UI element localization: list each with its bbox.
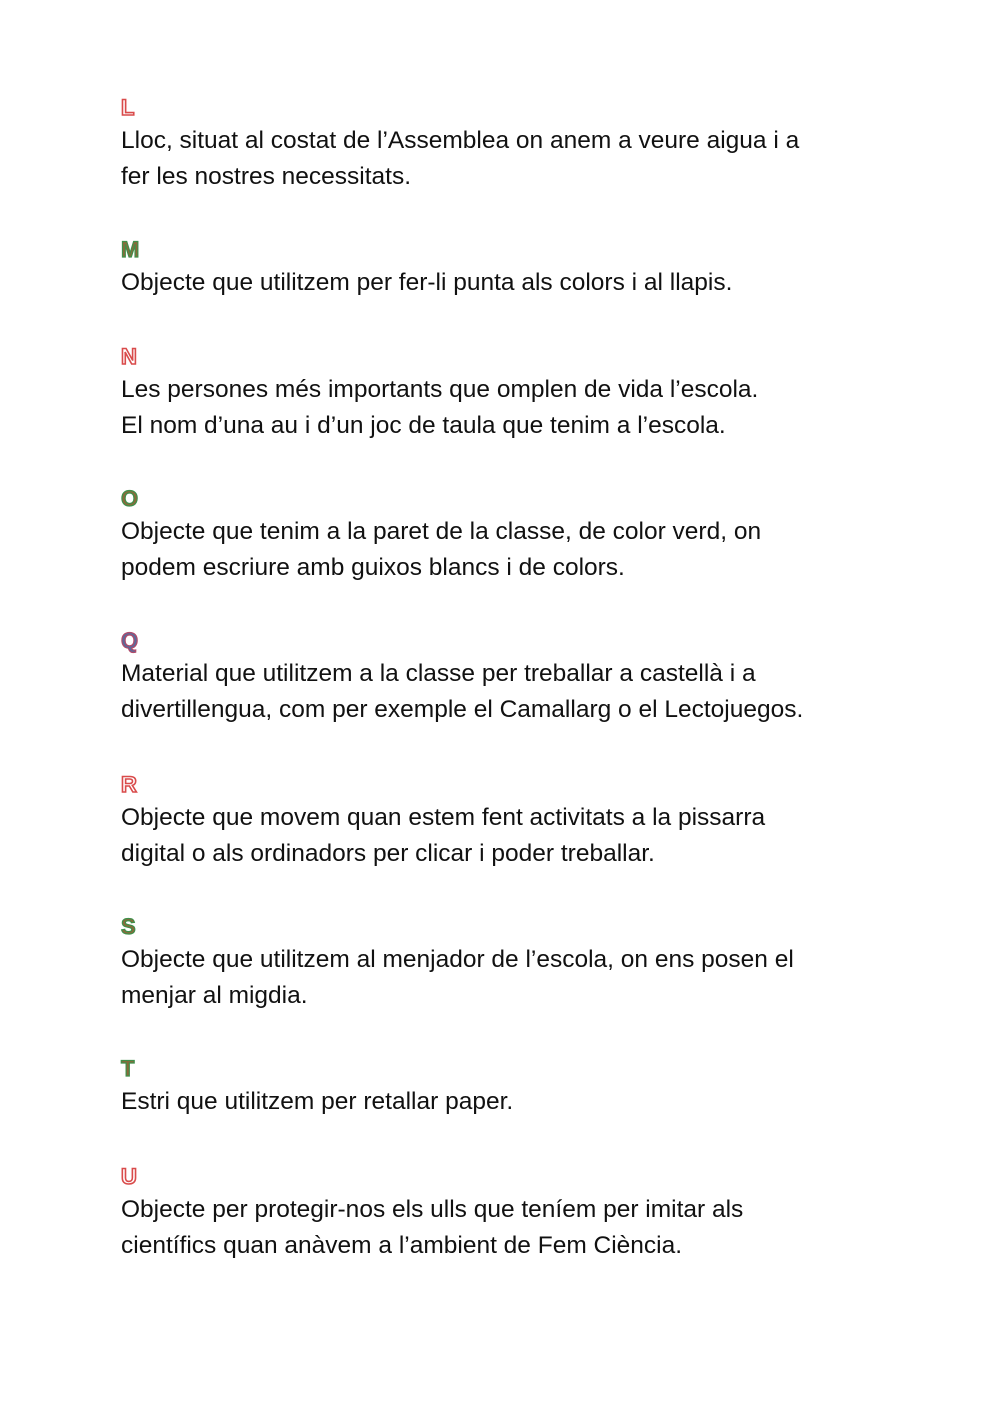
- glossary-entry-s: [121, 912, 921, 1013]
- entry-letter: R: [121, 772, 137, 797]
- entry-definition-line: menjar al migdia.: [121, 981, 308, 1009]
- entry-definition-line: Objecte que utilitzem per fer-li punta als colors i al llapis.: [121, 269, 733, 296]
- entry-letter: N: [121, 344, 137, 369]
- entry-definition-line: Lloc, situat al costat de l’Assemblea on anem a veure aigua i a: [121, 127, 800, 154]
- entry-letter: U: [121, 1164, 137, 1189]
- glossary-entry-q: [121, 626, 921, 727]
- entry-definition-line: científics quan anàvem a l’ambient de Fem Ciència.: [121, 1231, 683, 1259]
- entry-definition-line: divertillengua, com per exemple el Camallarg o el Lectojuegos.: [121, 695, 804, 723]
- glossary-entry-r: [121, 770, 921, 871]
- glossary-entry-o: [121, 484, 921, 585]
- entry-letter: S: [121, 914, 136, 939]
- glossary-entry-u: [121, 1162, 921, 1263]
- entry-definition-line: fer les nostres necessitats.: [121, 162, 412, 190]
- glossary-entry-n: [121, 342, 921, 443]
- entry-letter: O: [121, 486, 139, 511]
- entry-definition-line: Objecte que movem quan estem fent activitats a la pissarra: [121, 804, 766, 831]
- entry-definition-line: digital o als ordinadors per clicar i poder treballar.: [121, 839, 655, 867]
- glossary-entry-t: [121, 1054, 921, 1120]
- entry-definition-line: Les persones més importants que omplen de vida l’escola.: [121, 376, 759, 403]
- entry-letter: Q: [121, 628, 139, 653]
- entry-letter: L: [121, 95, 135, 120]
- entry-letter: M: [121, 237, 140, 262]
- entry-letter: T: [121, 1056, 135, 1081]
- entry-definition-line: Estri que utilitzem per retallar paper.: [121, 1088, 514, 1115]
- entry-definition-line: Objecte per protegir-nos els ulls que teníem per imitar als: [121, 1196, 744, 1223]
- entry-definition-line: Objecte que tenim a la paret de la classe, de color verd, on: [121, 518, 762, 545]
- entry-definition-line: podem escriure amb guixos blancs i de colors.: [121, 553, 625, 581]
- entry-definition-line: Objecte que utilitzem al menjador de l’escola, on ens posen el: [121, 946, 794, 973]
- glossary-entry-m: [121, 235, 921, 301]
- glossary-entry-l: [121, 93, 921, 194]
- entry-definition-line: Material que utilitzem a la classe per treballar a castellà i a: [121, 660, 756, 687]
- entry-definition-line: El nom d’una au i d’un joc de taula que tenim a l’escola.: [121, 411, 726, 439]
